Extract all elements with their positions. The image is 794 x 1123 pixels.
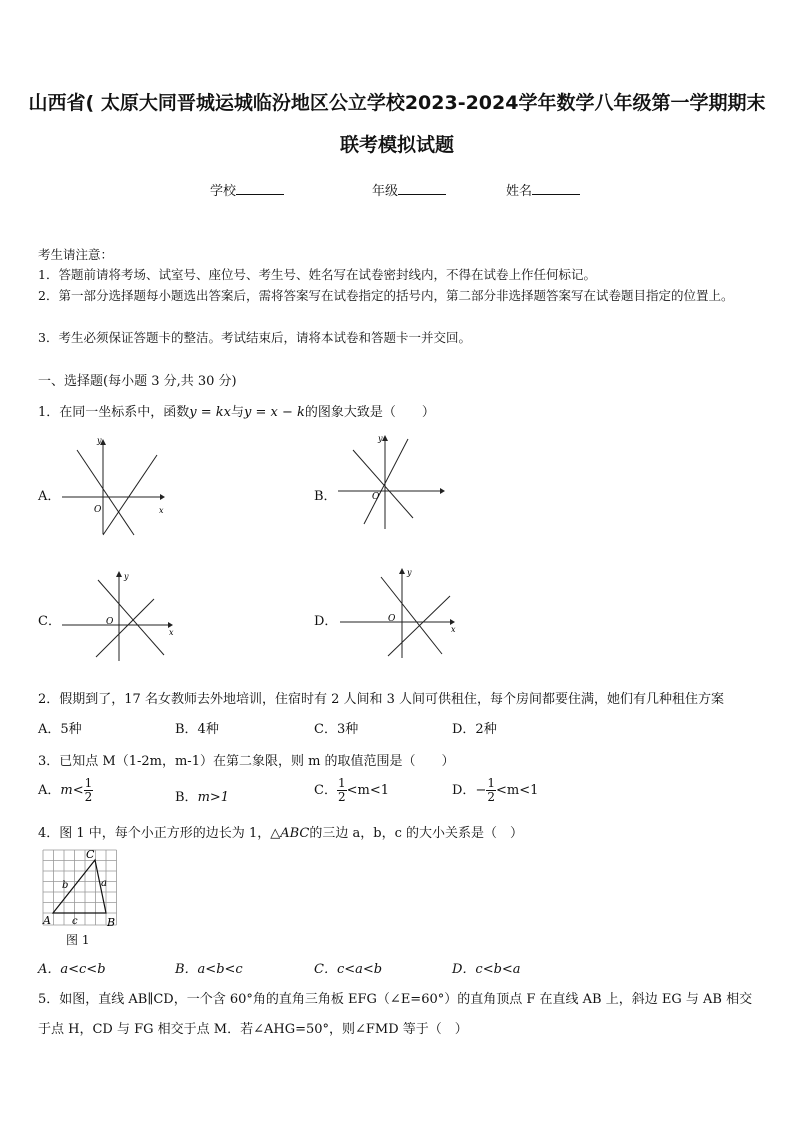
grade-field bbox=[372, 180, 446, 199]
q1-option-b-label[interactable]: B． bbox=[314, 489, 337, 504]
q3-b-text: m>1 bbox=[197, 790, 230, 805]
q4-side-c: c bbox=[72, 916, 78, 927]
q1-c-x-label: x bbox=[169, 628, 174, 637]
q1-graph-d bbox=[338, 564, 462, 660]
q3-d-sign: − bbox=[475, 783, 487, 798]
question-1 bbox=[38, 401, 435, 420]
q2-option-a[interactable]: A．5种 bbox=[38, 722, 82, 737]
grade-label: 年级 bbox=[372, 184, 399, 199]
q4-grid-figure bbox=[40, 846, 122, 928]
page-title-line1: 山西省( 太原大同晋城运城临汾地区公立学校2023-2024学年数学八年级第一学期期末 bbox=[28, 92, 766, 114]
q4-option-c[interactable]: C．c<a<b bbox=[314, 962, 383, 977]
q1-a-x-label: x bbox=[159, 506, 164, 515]
q4-option-b[interactable]: B．a<b<c bbox=[175, 962, 243, 977]
q4-figure-caption: 图 1 bbox=[66, 933, 90, 947]
q1-graph-a bbox=[60, 437, 170, 537]
q3-a-den: 2 bbox=[84, 790, 93, 804]
grade-blank bbox=[398, 182, 446, 195]
page-title-line2: 联考模拟试题 bbox=[339, 134, 454, 156]
q1-d-y-label: y bbox=[407, 568, 412, 577]
q4-option-d[interactable]: D．c<b<a bbox=[452, 962, 521, 977]
notice-item-3: 3．考生必须保证答题卡的整洁。考试结束后，请将本试卷和答题卡一并交回。 bbox=[38, 330, 471, 345]
q1-c-y-label: y bbox=[124, 572, 129, 581]
q3-c-rhs: <m<1 bbox=[346, 783, 389, 798]
q2-option-b[interactable]: B．4种 bbox=[175, 722, 219, 737]
q1-d-x-label: x bbox=[451, 625, 456, 634]
q2-option-c[interactable]: C．3种 bbox=[314, 722, 359, 737]
notice-item-1: 1．答题前请将考场、试室号、座位号、考生号、姓名写在试卷密封线内，不得在试卷上作任何标记。 bbox=[38, 267, 596, 282]
q3-option-d[interactable] bbox=[452, 777, 538, 804]
q1-function-1: y = kx bbox=[189, 405, 231, 420]
q1-option-a-label[interactable]: A． bbox=[38, 489, 61, 504]
q4-suffix: 的三边 a，b，c 的大小关系是（ ） bbox=[309, 826, 523, 841]
school-blank bbox=[236, 182, 284, 195]
q1-d-origin: O bbox=[388, 614, 396, 624]
section-heading: 一、选择题(每小题 3 分,共 30 分) bbox=[38, 374, 237, 389]
q3-a-fraction bbox=[84, 777, 94, 804]
q3-option-c[interactable] bbox=[314, 777, 389, 804]
q3-d-label: D． bbox=[452, 783, 476, 798]
q1-graph-b bbox=[336, 433, 448, 533]
q3-a-lhs: m< bbox=[60, 783, 84, 798]
q3-b-label: B． bbox=[175, 790, 198, 805]
q4-vertex-c: C bbox=[86, 848, 95, 861]
q4-vertex-b: B bbox=[107, 916, 116, 928]
q4-side-b: b bbox=[62, 880, 69, 891]
notice-heading: 考生请注意： bbox=[38, 247, 114, 262]
q1-mid: 与 bbox=[231, 405, 245, 420]
q3-a-label: A． bbox=[38, 783, 61, 798]
q4-vertex-a: A bbox=[43, 914, 51, 927]
q3-c-fraction bbox=[337, 777, 347, 804]
q3-option-b[interactable] bbox=[175, 786, 229, 805]
question-4 bbox=[38, 822, 523, 841]
q4-prefix: 4．图 1 中，每个小正方形的边长为 1， bbox=[38, 826, 271, 841]
q1-graph-c bbox=[60, 567, 178, 663]
q4-side-a: a bbox=[101, 878, 107, 889]
name-label: 姓名 bbox=[506, 184, 533, 199]
q3-d-rhs: <m<1 bbox=[495, 783, 539, 798]
q1-function-2: y = x − k bbox=[244, 405, 305, 420]
q1-option-d-label[interactable]: D． bbox=[314, 614, 338, 629]
q3-a-num: 1 bbox=[84, 776, 93, 790]
q1-b-y-label: y bbox=[378, 434, 383, 443]
q1-option-c-label[interactable]: C． bbox=[38, 614, 61, 629]
q3-c-den: 2 bbox=[337, 790, 346, 804]
q3-d-fraction bbox=[486, 777, 496, 804]
q1-suffix: 的图象大致是（ ） bbox=[304, 405, 435, 420]
school-field bbox=[210, 180, 284, 199]
q3-c-num: 1 bbox=[337, 776, 346, 790]
q1-c-origin: O bbox=[106, 617, 114, 627]
q3-option-a[interactable] bbox=[38, 777, 93, 804]
q2-option-d[interactable]: D．2种 bbox=[452, 722, 497, 737]
q3-c-label: C． bbox=[314, 783, 337, 798]
school-label: 学校 bbox=[210, 184, 237, 199]
question-2: 2．假期到了，17 名女教师去外地培训，住宿时有 2 人间和 3 人间可供租住，每个房间都要住满，她们有几种租住方案 bbox=[38, 692, 725, 707]
q1-b-origin: O bbox=[372, 492, 380, 502]
q4-triangle: △ABC bbox=[270, 826, 310, 841]
q3-d-den: 2 bbox=[487, 790, 495, 804]
name-blank bbox=[532, 182, 580, 195]
question-3: 3．已知点 M（1-2m，m-1）在第二象限，则 m 的取值范围是（ ） bbox=[38, 754, 455, 769]
q1-a-y-label: y bbox=[97, 437, 102, 445]
question-5-line2: 于点 H，CD 与 FG 相交于点 M．若∠AHG=50°，则∠FMD 等于（ ） bbox=[38, 1022, 468, 1037]
q4-option-a[interactable]: A．a<c<b bbox=[38, 962, 106, 977]
question-5-line1: 5．如图，直线 AB∥CD，一个含 60°角的直角三角板 EFG（∠E=60°）的直角顶点 F 在直线 AB 上，斜边 EG 与 AB 相交 bbox=[38, 992, 753, 1007]
q1-a-origin: O bbox=[94, 505, 102, 515]
name-field bbox=[506, 180, 580, 199]
notice-item-2: 2．第一部分选择题每小题选出答案后，需将答案写在试卷指定的括号内，第二部分非选择题答案写在试卷题目指定的位置上。 bbox=[38, 288, 734, 303]
q1-prefix: 1．在同一坐标系中，函数 bbox=[38, 405, 190, 420]
q3-d-num: 1 bbox=[487, 776, 495, 790]
